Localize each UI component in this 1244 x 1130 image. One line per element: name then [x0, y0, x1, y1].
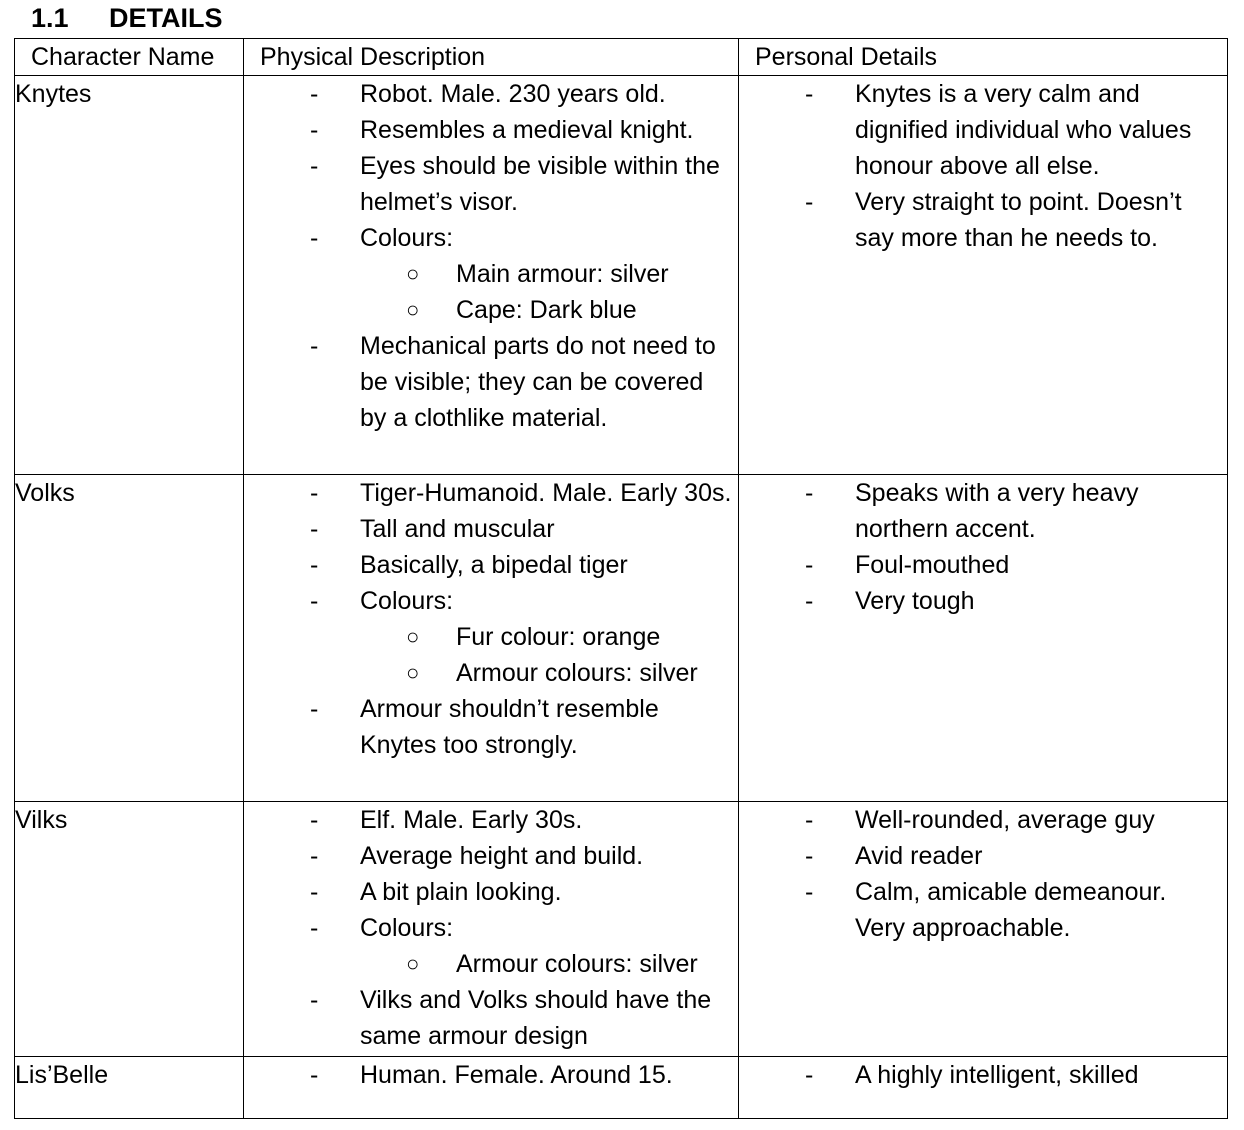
list-item-text: Elf. Male. Early 30s. — [360, 806, 583, 834]
sub-list-item-text: Main armour: silver — [456, 260, 669, 288]
personal-details-cell — [739, 802, 1228, 1057]
list-item — [244, 583, 738, 691]
list-item-text: Speaks with a very heavy northern accent. — [855, 479, 1139, 543]
character-name-cell: Lis’Belle — [15, 1057, 244, 1119]
dash-bullet-icon: - — [310, 152, 319, 180]
list-item-text: Knytes is a very calm and dignified individual who values honour above all else. — [855, 80, 1192, 180]
sub-list-item-text: Armour colours: silver — [456, 659, 698, 687]
dash-bullet-icon: - — [805, 806, 814, 834]
dash-bullet-icon: - — [805, 878, 814, 906]
dash-bullet-icon: - — [310, 80, 319, 108]
dash-bullet-icon: - — [310, 695, 319, 723]
sub-list-item — [360, 655, 734, 691]
dash-bullet-icon: - — [805, 587, 814, 615]
list-item-text: Mechanical parts do not need to be visible; they can be covered by a clothlike material. — [360, 332, 716, 432]
list-item — [739, 184, 1227, 256]
personal-details-cell — [739, 76, 1228, 475]
list-item — [739, 874, 1227, 946]
list-item — [244, 148, 738, 220]
list-item — [244, 547, 738, 583]
physical-description-cell — [244, 802, 739, 1057]
dash-bullet-icon: - — [805, 188, 814, 216]
header-physical-description: Physical Description — [244, 39, 739, 76]
list-item-text: Foul-mouthed — [855, 551, 1010, 579]
list-item — [244, 112, 738, 148]
header-personal-details: Personal Details — [739, 39, 1228, 76]
list-item-text: Very tough — [855, 587, 975, 615]
list-item — [244, 475, 738, 511]
list-item — [244, 76, 738, 112]
sub-list-item — [360, 946, 734, 982]
dash-bullet-icon: - — [310, 986, 319, 1014]
list-item-text: Colours: — [360, 224, 454, 252]
list-item — [739, 838, 1227, 874]
list-item — [244, 1057, 738, 1093]
character-details-table — [14, 38, 1228, 1119]
character-name-cell: Knytes — [15, 76, 244, 475]
personal-details-cell — [739, 475, 1228, 802]
circle-bullet-icon: ○ — [406, 660, 420, 685]
dash-bullet-icon: - — [310, 224, 319, 252]
table-header-row — [15, 39, 1228, 76]
sub-list-item-text: Armour colours: silver — [456, 950, 698, 978]
list-item — [739, 802, 1227, 838]
dash-bullet-icon: - — [310, 332, 319, 360]
list-item-text: Colours: — [360, 914, 454, 942]
header-character-name: Character Name — [15, 39, 244, 76]
table-row — [15, 76, 1228, 475]
personal-details-cell — [739, 1057, 1228, 1119]
circle-bullet-icon: ○ — [406, 261, 420, 286]
circle-bullet-icon: ○ — [406, 297, 420, 322]
dash-bullet-icon: - — [310, 479, 319, 507]
list-item — [244, 328, 738, 436]
list-item-text: Calm, amicable demeanour. Very approachable. — [855, 878, 1167, 942]
list-item — [244, 802, 738, 838]
dash-bullet-icon: - — [310, 551, 319, 579]
list-item — [739, 475, 1227, 547]
list-item-text: A highly intelligent, skilled — [855, 1061, 1139, 1089]
sub-list — [360, 946, 734, 982]
list-item-text: A bit plain looking. — [360, 878, 562, 906]
table-row — [15, 802, 1228, 1057]
physical-description-cell — [244, 475, 739, 802]
list-item-text: Robot. Male. 230 years old. — [360, 80, 666, 108]
sub-list — [360, 619, 734, 691]
list-item — [739, 547, 1227, 583]
list-item — [244, 838, 738, 874]
sub-list — [360, 256, 734, 328]
list-item — [739, 583, 1227, 619]
list-item-text: Eyes should be visible within the helmet’s visor. — [360, 152, 720, 216]
list-item-text: Armour shouldn’t resemble Knytes too strongly. — [360, 695, 659, 759]
list-item-text: Vilks and Volks should have the same armour design — [360, 986, 712, 1050]
dash-bullet-icon: - — [310, 587, 319, 615]
dash-bullet-icon: - — [310, 515, 319, 543]
list-item — [739, 76, 1227, 184]
dash-bullet-icon: - — [805, 1061, 814, 1089]
sub-list-item — [360, 619, 734, 655]
dash-bullet-icon: - — [310, 878, 319, 906]
list-item — [244, 220, 738, 328]
list-item-text: Colours: — [360, 587, 454, 615]
section-title: DETAILS — [109, 3, 223, 33]
list-item-text: Very straight to point. Doesn’t say more than he needs to. — [855, 188, 1182, 252]
list-item — [244, 910, 738, 982]
list-item-text: Average height and build. — [360, 842, 644, 870]
circle-bullet-icon: ○ — [406, 951, 420, 976]
list-item — [244, 511, 738, 547]
list-item — [244, 691, 738, 763]
character-name-cell: Volks — [15, 475, 244, 802]
list-item — [244, 982, 738, 1054]
section-number: 1.1 — [31, 3, 69, 33]
dash-bullet-icon: - — [805, 80, 814, 108]
sub-list-item-text: Cape: Dark blue — [456, 296, 637, 324]
dash-bullet-icon: - — [805, 479, 814, 507]
sub-list-item — [360, 292, 734, 328]
physical-description-cell — [244, 1057, 739, 1119]
list-item-text: Well-rounded, average guy — [855, 806, 1155, 834]
sub-list-item — [360, 256, 734, 292]
sub-list-item-text: Fur colour: orange — [456, 623, 661, 651]
dash-bullet-icon: - — [310, 842, 319, 870]
dash-bullet-icon: - — [310, 914, 319, 942]
dash-bullet-icon: - — [805, 551, 814, 579]
list-item-text: Tiger-Humanoid. Male. Early 30s. — [360, 479, 732, 507]
table-row — [15, 475, 1228, 802]
dash-bullet-icon: - — [805, 842, 814, 870]
list-item-text: Human. Female. Around 15. — [360, 1061, 673, 1089]
section-heading — [31, 0, 223, 36]
dash-bullet-icon: - — [310, 806, 319, 834]
dash-bullet-icon: - — [310, 1061, 319, 1089]
circle-bullet-icon: ○ — [406, 624, 420, 649]
list-item — [244, 874, 738, 910]
list-item-text: Basically, a bipedal tiger — [360, 551, 628, 579]
list-item-text: Tall and muscular — [360, 515, 555, 543]
dash-bullet-icon: - — [310, 116, 319, 144]
table-row — [15, 1057, 1228, 1119]
character-name-cell: Vilks — [15, 802, 244, 1057]
list-item-text: Resembles a medieval knight. — [360, 116, 694, 144]
list-item-text: Avid reader — [855, 842, 983, 870]
physical-description-cell — [244, 76, 739, 475]
list-item — [739, 1057, 1227, 1093]
